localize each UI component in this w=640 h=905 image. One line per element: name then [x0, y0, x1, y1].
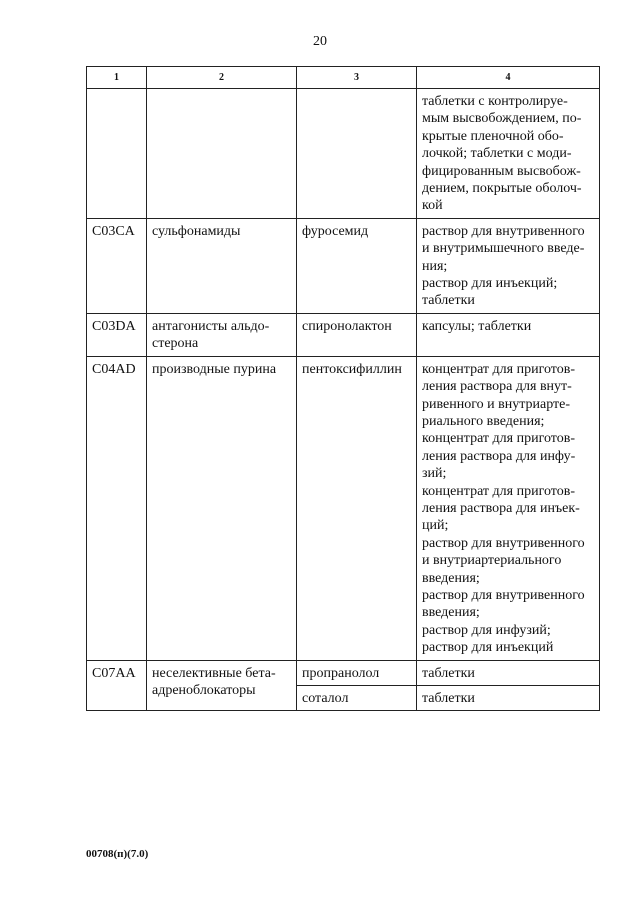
cell-text-line: кой — [422, 198, 443, 214]
cell-text-line: ления раствора для инъек- — [422, 500, 580, 516]
cell-text-line: риального введения; — [422, 413, 545, 429]
cell-text-line: спиронолактон — [302, 318, 392, 334]
cell-text-line: мым высвобождением, по- — [422, 111, 582, 127]
table-row — [87, 313, 600, 356]
cell-text-line: капсулы; таблетки — [422, 318, 532, 334]
cell-text-line: таблетки — [422, 293, 475, 309]
cell-text-line: производные пурина — [152, 361, 277, 377]
table-row — [87, 89, 600, 219]
forms-cell — [417, 313, 600, 356]
drug-cell — [297, 356, 417, 660]
cell-text-line: введения; — [422, 605, 480, 621]
atc-code-cell — [87, 356, 147, 660]
cell-text-line: ния; — [422, 258, 448, 274]
atc-code-cell — [87, 89, 147, 219]
column-header: 1 — [87, 67, 147, 89]
drug-cell: пропранолол — [297, 660, 417, 685]
cell-text-line: пентоксифиллин — [302, 361, 402, 377]
cell-text-line: раствор для инфузий; — [422, 622, 551, 638]
drug-cell — [297, 313, 417, 356]
cell-text-line: стерона — [152, 336, 199, 352]
cell-text-line: адреноблокаторы — [152, 683, 256, 698]
cell-text-line: концентрат для приготов- — [422, 431, 575, 447]
cell-text-line: раствор для внутривенного — [422, 223, 585, 239]
cell-text-line: ления раствора для инфу- — [422, 448, 576, 464]
table-row — [87, 660, 600, 685]
drug-cell: соталол — [297, 686, 417, 711]
atc-code-cell — [87, 313, 147, 356]
forms-cell: таблетки — [417, 660, 600, 685]
group-cell — [147, 218, 297, 313]
page-number: 20 — [313, 34, 327, 49]
cell-text-line: сульфонамиды — [152, 223, 241, 239]
cell-text-line: раствор для внутривенного — [422, 535, 585, 551]
drug-table — [86, 66, 600, 711]
forms-cell — [417, 356, 600, 660]
cell-text-line: концентрат для приготов- — [422, 483, 575, 499]
forms-cell: таблетки — [417, 686, 600, 711]
cell-text-line: лочкой; таблетки с моди- — [422, 146, 572, 162]
cell-text-line: раствор для инъекций; — [422, 276, 558, 292]
column-header: 3 — [297, 67, 417, 89]
atc-code-cell — [87, 218, 147, 313]
column-header: 2 — [147, 67, 297, 89]
group-cell — [147, 313, 297, 356]
drug-cell — [297, 89, 417, 219]
forms-cell — [417, 89, 600, 219]
cell-text-line: раствор для инъекций — [422, 640, 554, 656]
cell-text-line: ления раствора для внут- — [422, 379, 572, 395]
cell-text-line: фицированным высвобож- — [422, 163, 581, 179]
cell-text-line: крытые пленочной обо- — [422, 128, 564, 144]
cell-text-line: раствор для внутривенного — [422, 587, 585, 603]
document-code: 00708(п)(7.0) — [86, 848, 149, 860]
atc-code: C03CA — [92, 223, 135, 239]
cell-text-line: концентрат для приготов- — [422, 361, 575, 377]
cell-text-line: ривенного и внутриарте- — [422, 396, 571, 412]
cell-text-line: и внутримышечного введе- — [422, 241, 585, 257]
cell-text-line: антагонисты альдо- — [152, 318, 270, 334]
atc-code: C03DA — [92, 318, 136, 334]
cell-text-line: таблетки с контролируе- — [422, 94, 568, 109]
group-cell — [147, 356, 297, 660]
cell-text-line: неселективные бета- — [152, 665, 276, 681]
cell-text-line: и внутриартериального — [422, 553, 562, 569]
drug-cell — [297, 218, 417, 313]
cell-text-line: зий; — [422, 466, 447, 482]
header-row — [87, 67, 600, 89]
forms-cell — [417, 218, 600, 313]
table-row — [87, 356, 600, 660]
group-cell — [147, 660, 297, 711]
cell-text-line: дением, покрытые оболоч- — [422, 181, 582, 197]
cell-text-line: фуросемид — [302, 223, 369, 239]
cell-text-line: введения; — [422, 570, 480, 586]
table-row — [87, 218, 600, 313]
group-cell — [147, 89, 297, 219]
atc-code-cell — [87, 660, 147, 711]
cell-text-line: ций; — [422, 518, 449, 534]
column-header: 4 — [417, 67, 600, 89]
atc-code: C04AD — [92, 361, 136, 377]
atc-code: C07AA — [92, 665, 136, 681]
